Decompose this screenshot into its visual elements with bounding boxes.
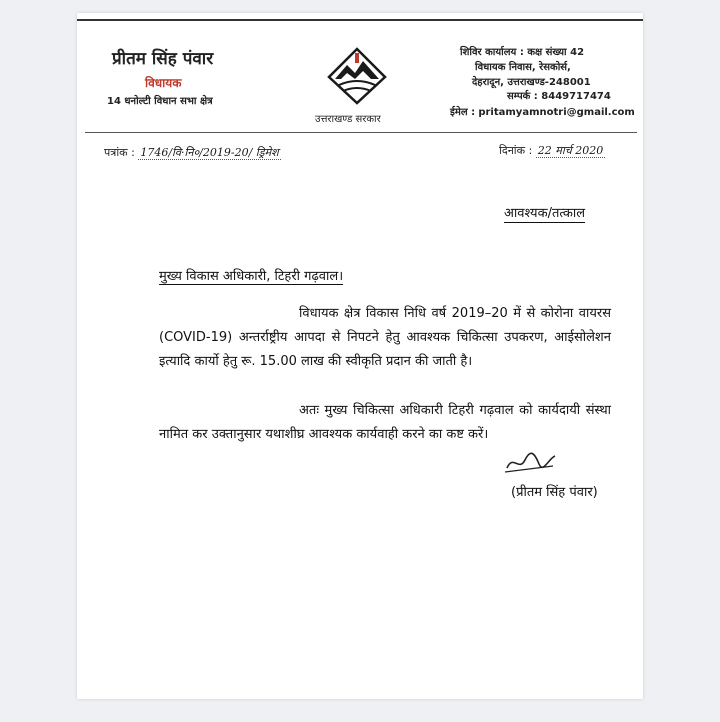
- address-line-3: देहरादून, उत्तराखण्ड-248001: [472, 77, 591, 88]
- email-line: [450, 104, 635, 118]
- date-label: दिनांक :: [499, 144, 533, 157]
- contact-number: सम्पर्क : 8449717474: [507, 91, 611, 102]
- signatory-name: (प्रीतम सिंह पंवार): [511, 485, 598, 500]
- addressee: मुख्य विकास अधिकारी, टिहरी गढ़वाल।: [159, 266, 343, 285]
- reference-number: [104, 145, 281, 160]
- email-label: ईमेल :: [450, 107, 476, 118]
- address-line-2: विधायक निवास, रेसकोर्स,: [475, 62, 571, 73]
- government-label: उत्तराखण्ड सरकार: [315, 114, 381, 125]
- header-divider: [85, 132, 637, 133]
- letter-sheet: [77, 13, 643, 699]
- mla-name: प्रीतम सिंह पंवार: [112, 49, 214, 69]
- email-address: pritamyamnotri@gmail.com: [478, 107, 635, 118]
- urgency-tag: आवश्यक/तत्काल: [504, 203, 585, 223]
- reference-label: पत्रांक :: [104, 146, 135, 159]
- body-paragraph-2: अतः मुख्य चिकित्सा अधिकारी टिहरी गढ़वाल को कार्यदायी संस्था नामित कर उक्तानुसार यथाशीघ्र आवश्यक कार्यवाही करने का कष्ट करें।: [159, 403, 611, 442]
- mla-designation: विधायक: [145, 76, 182, 90]
- body-paragraph-1: विधायक क्षेत्र विकास निधि वर्ष 2019–20 में से कोरोना वायरस (COVID-19) अन्तर्राष्ट्रीय आपदा से निपटने हेतु आवश्यक चिकित्सा उपकरण, आईसोलेशन इत्यादि कार्यो हेतु रू. 15.00 लाख की स्वीकृति प्रदान की जाती है।: [159, 306, 611, 369]
- constituency: 14 धनोल्टी विधान सभा क्षेत्र: [107, 96, 213, 107]
- date-value: 22 मार्च 2020: [537, 144, 604, 157]
- signature-mark: [503, 450, 559, 476]
- uttarakhand-emblem-icon: [327, 47, 387, 105]
- reference-value: 1746/वि·नि०/2019-20/ ड्रिमेश: [140, 146, 279, 159]
- top-border-line: [77, 19, 643, 21]
- letter-date: [499, 143, 605, 158]
- address-line-1: शिविर कार्यालय : कक्ष संख्या 42: [460, 47, 585, 58]
